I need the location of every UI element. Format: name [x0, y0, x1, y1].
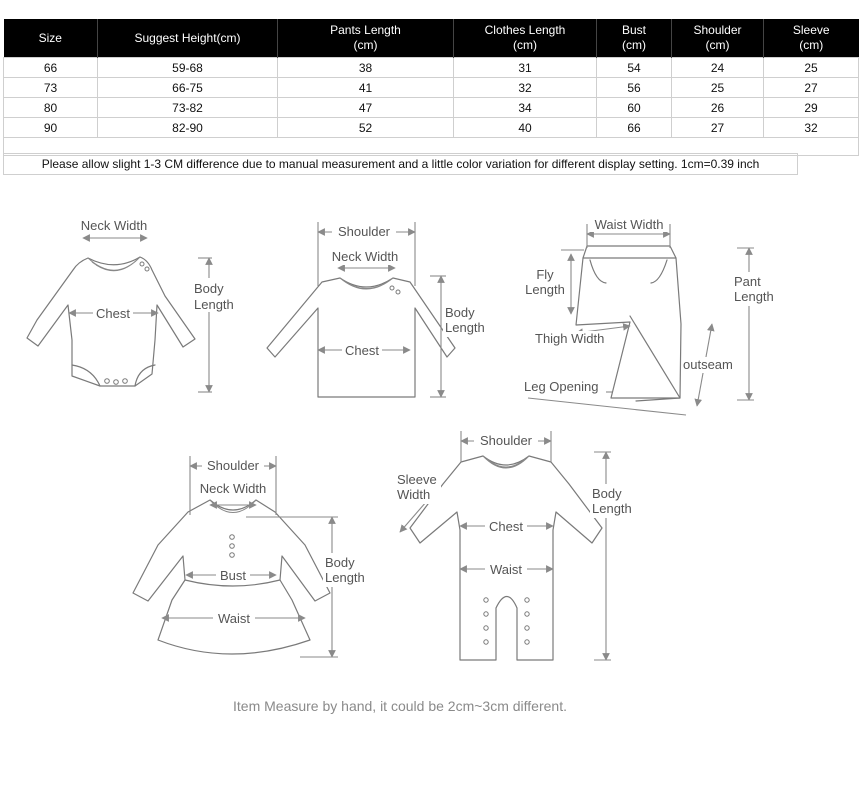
header-clothes-length: Clothes Length (cm)	[454, 19, 597, 58]
table-cell: 60	[597, 98, 672, 118]
pants-outseam-label: outseam	[683, 357, 733, 372]
romper-sleeve-width-label: Width	[397, 487, 431, 502]
pants-pant-length-label: Length	[734, 289, 774, 304]
bodysuit-snap-button	[114, 380, 119, 385]
bodysuit-diagram	[27, 218, 239, 392]
dress-waist-label: Waist	[217, 611, 251, 626]
table-cell: 80	[4, 98, 98, 118]
romper-sleeve-width-label: Sleeve	[397, 472, 437, 487]
dress-front-button	[230, 553, 235, 558]
header-shoulder: Shoulder (cm)	[672, 19, 764, 58]
sweater-outline	[267, 278, 455, 397]
table-cell: 59-68	[98, 58, 278, 78]
table-cell: 54	[597, 58, 672, 78]
romper-waist-label: Waist	[489, 562, 523, 577]
pants-waist-width-label: Waist Width	[594, 217, 664, 232]
header-pants-length: Pants Length (cm)	[278, 19, 454, 58]
dress-bust-label: Bust	[219, 568, 247, 583]
dress-body-length-label: Length	[325, 570, 365, 585]
romper-diagram	[395, 431, 638, 660]
romper-body-length-label: Body	[592, 486, 622, 501]
table-cell: 25	[672, 78, 764, 98]
bodysuit-shoulder-button	[140, 262, 144, 266]
pants-pant-length-label: Pant	[734, 274, 761, 289]
sweater-shoulder-button	[396, 290, 400, 294]
pants-leg-opening-line	[528, 398, 686, 415]
pants-thigh-width-label: Thigh Width	[535, 331, 605, 346]
sweater-diagram	[267, 222, 489, 397]
bodysuit-chest-label: Chest	[96, 306, 130, 321]
sweater-body-length-label: Length	[445, 320, 485, 335]
table-cell: 26	[672, 98, 764, 118]
bodysuit-outline	[27, 257, 195, 386]
dress-neck-width-label: Neck Width	[199, 481, 267, 496]
table-cell: 29	[764, 98, 859, 118]
table-cell: 34	[454, 98, 597, 118]
table-cell: 66	[597, 118, 672, 138]
table-cell: 90	[4, 118, 98, 138]
table-cell: 52	[278, 118, 454, 138]
table-cell: 47	[278, 98, 454, 118]
dress-shoulder-label: Shoulder	[206, 458, 260, 473]
table-cell: 41	[278, 78, 454, 98]
pants-leg-fold	[630, 316, 680, 401]
pants-outline	[576, 246, 681, 398]
dress-diagram	[133, 456, 371, 657]
table-cell: 38	[278, 58, 454, 78]
romper-snap-button	[525, 626, 529, 630]
sweater-neck-width-label: Neck Width	[331, 249, 399, 264]
header-size: Size	[4, 19, 98, 58]
table-cell: 82-90	[98, 118, 278, 138]
bodysuit-shoulder-button	[145, 267, 149, 271]
romper-snap-button	[525, 598, 529, 602]
table-cell: 73-82	[98, 98, 278, 118]
table-cell: 66	[4, 58, 98, 78]
table-cell: 32	[764, 118, 859, 138]
sweater-chest-label: Chest	[345, 343, 379, 358]
table-cell: 73	[4, 78, 98, 98]
dress-body-length-label: Body	[325, 555, 355, 570]
bodysuit-body-length-label: Body	[194, 281, 224, 296]
romper-snap-button	[525, 612, 529, 616]
romper-body-length-label: Length	[592, 501, 632, 516]
header-suggest-height: Suggest Height(cm)	[98, 19, 278, 58]
bodysuit-neck-width-label: Neck Width	[80, 218, 148, 233]
pants-leg-opening-label: Leg Opening	[524, 379, 599, 394]
header-bust: Bust (cm)	[597, 19, 672, 58]
pants-diagram	[522, 216, 780, 415]
sweater-shoulder-label: Shoulder	[337, 224, 391, 239]
measurement-note: Please allow slight 1-3 CM difference due to manual measurement and a little color variation for different display setting. 1cm=0.39 inch	[3, 153, 798, 175]
dress-collar	[210, 500, 256, 513]
table-cell: 25	[764, 58, 859, 78]
romper-snap-button	[484, 640, 488, 644]
bodysuit-snap-button	[123, 379, 128, 384]
table-cell: 32	[454, 78, 597, 98]
romper-snap-button	[484, 626, 488, 630]
table-cell: 40	[454, 118, 597, 138]
sweater-shoulder-button	[390, 286, 394, 290]
table-cell: 56	[597, 78, 672, 98]
dress-front-button	[230, 544, 235, 549]
pants-fly-length-label: Fly	[536, 267, 554, 282]
romper-collar	[483, 456, 529, 468]
table-cell: 66-75	[98, 78, 278, 98]
table-cell: 24	[672, 58, 764, 78]
romper-snap-button	[525, 640, 529, 644]
romper-snap-button	[484, 598, 488, 602]
bodysuit-body-length-label: Length	[194, 297, 234, 312]
pants-pockets	[590, 260, 667, 283]
table-cell: 31	[454, 58, 597, 78]
bodysuit-snap-button	[105, 379, 110, 384]
sweater-body-length-label: Body	[445, 305, 475, 320]
footer-note: Item Measure by hand, it could be 2cm~3cm different.	[233, 698, 567, 714]
header-sleeve: Sleeve (cm)	[764, 19, 859, 58]
romper-chest-label: Chest	[489, 519, 523, 534]
romper-shoulder-label: Shoulder	[479, 433, 533, 448]
bodysuit-collar	[88, 257, 140, 271]
pants-fly-length-label: Length	[525, 282, 565, 297]
table-cell: 27	[764, 78, 859, 98]
romper-snap-button	[484, 612, 488, 616]
table-cell: 27	[672, 118, 764, 138]
dress-front-button	[230, 535, 235, 540]
